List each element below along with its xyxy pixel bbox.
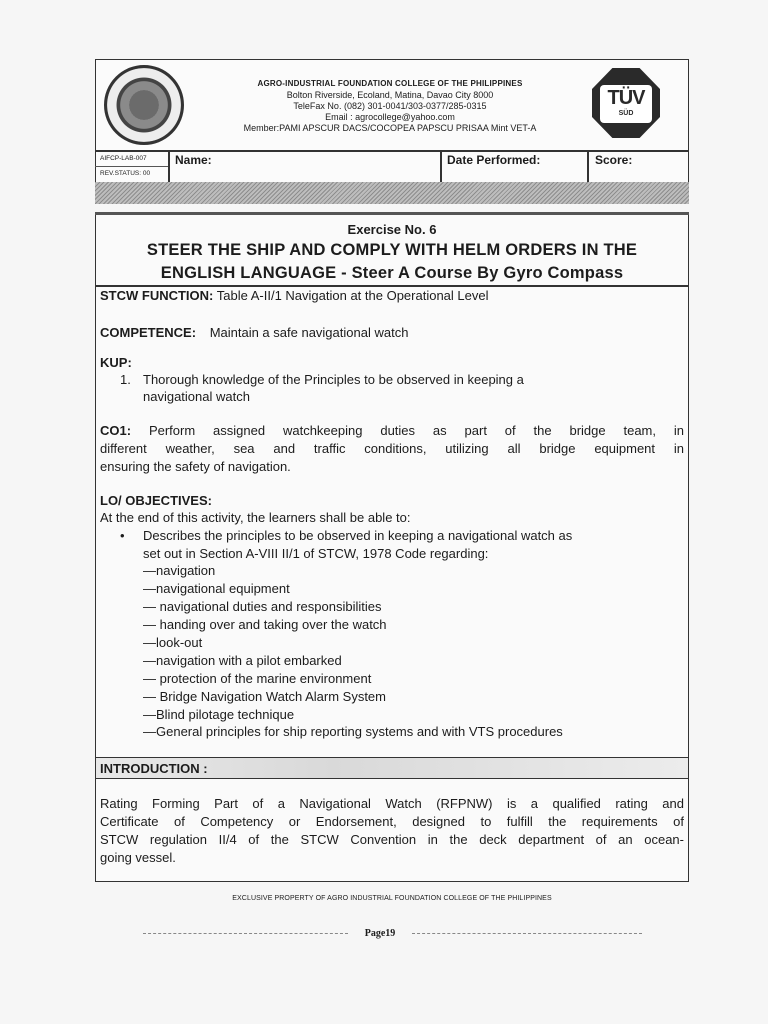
footer-rule-right xyxy=(412,933,642,934)
score-label: Score: xyxy=(595,153,633,167)
introduction-line4: going vessel. xyxy=(100,850,176,865)
kup-item-number: 1. xyxy=(120,372,131,387)
title-language-emphasis: ENGLISH LANGUAGE xyxy=(160,264,337,282)
org-address: Bolton Riverside, Ecoland, Matina, Davao City 8000 xyxy=(286,90,494,100)
objective-subitem: —navigation with a pilot embarked xyxy=(143,653,342,668)
objectives-label: LO/ OBJECTIVES: xyxy=(100,493,212,508)
objective-bullet-line1: Describes the principles to be observed in keeping a navigational watch as xyxy=(143,528,573,543)
hatched-band xyxy=(95,182,689,204)
co1-line2: different weather, sea and traffic conditions, utilizing all bridge equipment in xyxy=(100,441,684,456)
objective-subitem: —navigation xyxy=(143,563,216,578)
introduction-line2: Certificate of Competency or Endorsement, designed to fulfill the requirements of xyxy=(100,814,684,829)
objective-subitem: — handing over and taking over the watch xyxy=(143,617,387,632)
competence-label: COMPETENCE: xyxy=(100,325,197,340)
certification-logo-text: TÜV xyxy=(607,87,645,109)
certification-logo-subtext: SÜD xyxy=(618,110,634,117)
introduction-label: INTRODUCTION : xyxy=(100,761,208,776)
co1-label: CO1: xyxy=(100,423,132,438)
objective-subitem: —General principles for ship reporting systems and with VTS procedures xyxy=(143,724,563,739)
objective-subitem: — Bridge Navigation Watch Alarm System xyxy=(143,689,386,704)
objective-bullet-line2: set out in Section A-VIII II/1 of STCW, 1978 Code regarding: xyxy=(143,546,489,561)
org-membership: Member:PAMI APSCUR DACS/COCOPEA PAPSCU PRISAA Mint VET-A xyxy=(243,123,537,133)
co1-line1: CO1: Perform assigned watchkeeping duties as part of the bridge team, in xyxy=(100,423,684,438)
objective-subitem: —navigational equipment xyxy=(143,581,290,596)
document-code: AIFCP-LAB-007 xyxy=(100,155,147,162)
objectives-intro: At the end of this activity, the learners shall be able to: xyxy=(100,510,411,525)
exercise-title-line2 xyxy=(95,264,689,283)
competence-row xyxy=(100,324,680,342)
objective-subitem: —Blind pilotage technique xyxy=(143,707,295,722)
title-subtitle: - Steer A Course By Gyro Compass xyxy=(336,264,624,282)
footer-rule-left xyxy=(143,933,348,934)
kup-item-line1: Thorough knowledge of the Principles to be observed in keeping a xyxy=(143,372,524,387)
college-seal-icon xyxy=(104,65,184,145)
page-number: Page19 xyxy=(364,928,396,939)
objective-subitem: — navigational duties and responsibilities xyxy=(143,599,382,614)
stcw-function-value: Table A-II/1 Navigation at the Operational Level xyxy=(216,288,489,303)
introduction-line3: STCW regulation II/4 of the STCW Convention in the deck department of an ocean- xyxy=(100,832,684,847)
exercise-title-line1: STEER THE SHIP AND COMPLY WITH HELM ORDERS IN THE xyxy=(146,241,638,259)
revision-status: REV.STATUS: 00 xyxy=(100,170,151,177)
objective-subitem: — protection of the marine environment xyxy=(143,671,372,686)
org-email: Email : agrocollege@yahoo.com xyxy=(325,112,455,122)
stcw-function-row xyxy=(100,287,680,305)
competence-value: Maintain a safe navigational watch xyxy=(209,325,409,340)
objective-subitem: —look-out xyxy=(143,635,203,650)
date-performed-label: Date Performed: xyxy=(447,153,541,167)
exercise-number: Exercise No. 6 xyxy=(347,222,437,237)
co1-line3: ensuring the safety of navigation. xyxy=(100,459,291,474)
name-field-label: Name: xyxy=(175,153,212,167)
kup-label: KUP: xyxy=(100,355,132,370)
bullet-icon: • xyxy=(120,528,125,543)
stcw-function-label: STCW FUNCTION: xyxy=(100,288,214,303)
kup-item-line2: navigational watch xyxy=(143,389,250,404)
footer-property-notice: EXCLUSIVE PROPERTY OF AGRO INDUSTRIAL FOUNDATION COLLEGE OF THE PHILIPPINES xyxy=(232,895,552,902)
introduction-line1: Rating Forming Part of a Navigational Watch (RFPNW) is a qualified rating and xyxy=(100,796,684,811)
org-telefax: TeleFax No. (082) 301-0041/303-0377/285-0315 xyxy=(293,101,487,111)
org-name: AGRO-INDUSTRIAL FOUNDATION COLLEGE OF THE PHILIPPINES xyxy=(257,79,523,88)
form-row-divider xyxy=(95,150,689,152)
